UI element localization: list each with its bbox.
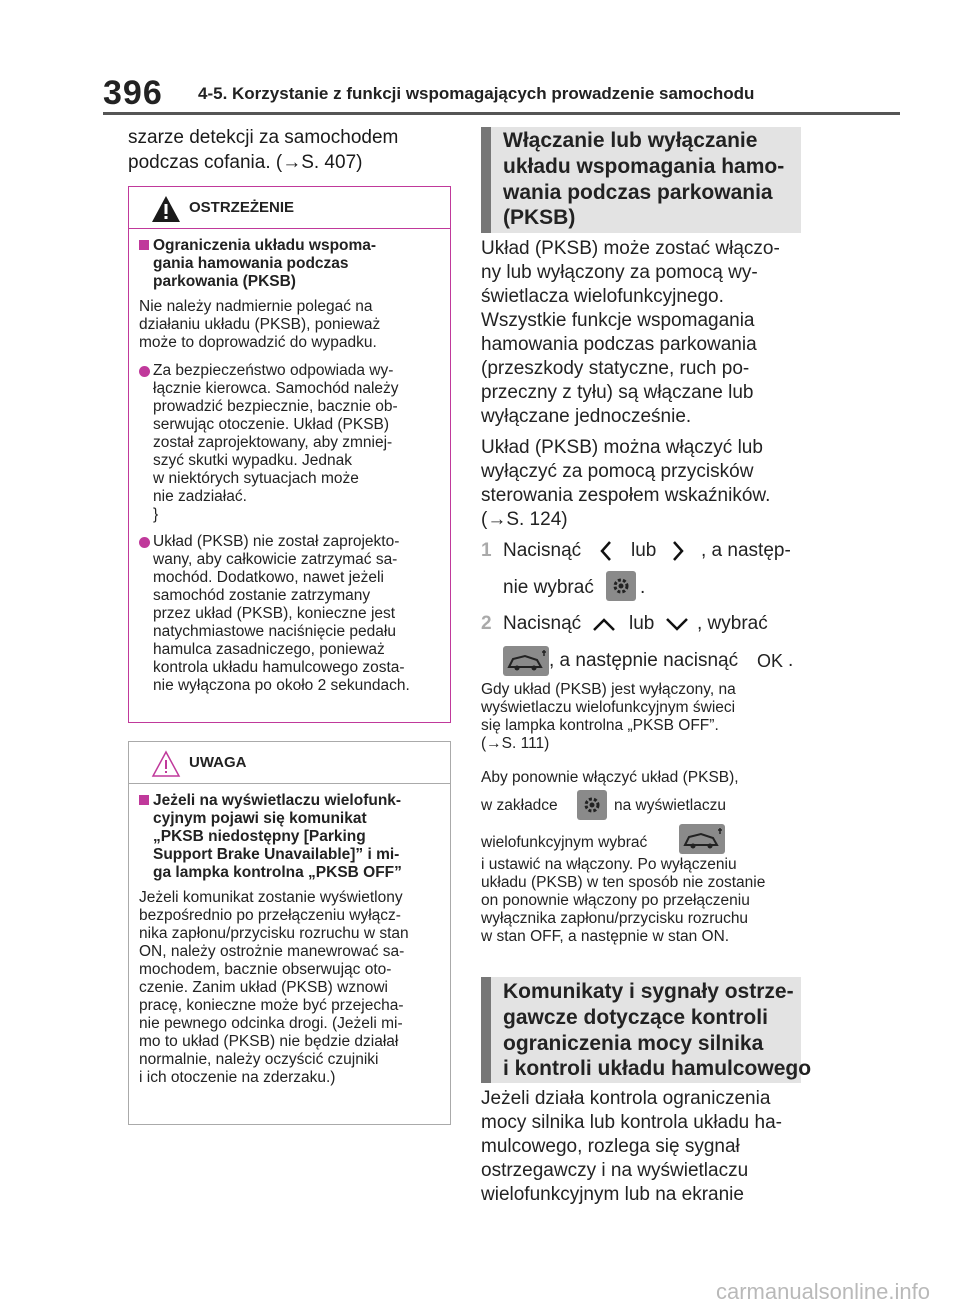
intro-text: szarze detekcji za samochodem podczas cofania. (→S. 407) bbox=[128, 127, 399, 173]
warning-icon bbox=[151, 195, 181, 223]
page-number: 396 bbox=[103, 74, 163, 112]
caution-box bbox=[128, 741, 451, 1125]
step-number: 1 bbox=[481, 540, 492, 561]
caution-label: UWAGA bbox=[189, 754, 247, 771]
note-2b: w zakładce na wyświetlaczu bbox=[481, 797, 811, 815]
square-bullet-icon bbox=[139, 795, 149, 805]
chevron-up-icon bbox=[591, 615, 617, 633]
caution-heading: Jeżeli na wyświetlaczu wielofunk- cyjnym pojawi się komunikat „PKSB niedostępny [Parking Support Brake Unavailable]” i mi- ga lampka kontrolna „PKSB OFF” bbox=[139, 792, 447, 882]
bullet-dot-icon bbox=[139, 537, 150, 548]
pksb-car-icon bbox=[503, 646, 549, 676]
step-number: 2 bbox=[481, 613, 492, 634]
ok-button-icon: OK bbox=[757, 651, 784, 671]
note-2d: wielofunkcyjnym wybrać bbox=[481, 834, 811, 852]
step-1-cont: nie wybrać . bbox=[503, 576, 803, 600]
warning-label: OSTRZEŻENIE bbox=[189, 199, 295, 216]
step-2: 2 Nacisnąć lub , wybrać bbox=[481, 613, 768, 634]
warning-box bbox=[128, 186, 451, 723]
square-bullet-icon bbox=[139, 240, 149, 250]
section2-heading: Komunikaty i sygnały ostrze- gawcze dotyczące kontroli ograniczenia mocy silnika i kontroli układu hamulcowego bbox=[481, 977, 801, 1083]
pksb-car-icon bbox=[679, 824, 725, 854]
note-2a: Aby ponownie włączyć układ (PKSB), bbox=[481, 769, 739, 786]
warning-bullet-1: Za bezpieczeństwo odpowiada wy- łącznie kierowca. Samochód należy prowadzić bezpiecznie, bacznie ob- serwując otoczenie. Układ (PKSB) został zaprojektowany, aby zmniej- szyć skutki wypadku. Jednak w niektórych sytuacjach może nie zadziałać. } bbox=[153, 362, 399, 523]
note-3: i ustawić na włączony. Po wyłączeniu układu (PKSB) w ten sposób nie zostanie on ponownie włączony po przełączeniu wyłącznika zapłonu/przycisku rozruchu w stan OFF, a następnie w stan ON. bbox=[481, 856, 766, 945]
section1-para2: Układ (PKSB) można włączyć lub wyłączyć za pomocą przycisków sterowania zespołem wskaźników. (→S. 124) bbox=[481, 437, 771, 530]
chevron-right-icon bbox=[671, 539, 685, 563]
caution-icon bbox=[151, 750, 181, 778]
section1-heading: Włączanie lub wyłączanie układu wspomagania hamo- wania podczas parkowania (PKSB) bbox=[481, 127, 801, 233]
section-title: 4-5. Korzystanie z funkcji wspomagających prowadzenie samochodu bbox=[198, 84, 755, 103]
watermark: carmanualsonline.info bbox=[715, 1279, 930, 1304]
warning-bullet-2: Układ (PKSB) nie został zaprojekto- wany, aby całkowicie zatrzymać sa- mochód. Dodatkowo, nawet jeżeli samochód zostanie zatrzymany przez układ (PKSB), konieczne jest natychmiastowe naciśnięcie pedału hamulca zasadniczego, ponieważ kontrola układu hamulcowego zosta- nie wyłączona po około 2 sekundach. bbox=[153, 533, 410, 694]
chevron-down-icon bbox=[664, 615, 690, 633]
settings-gear-icon bbox=[606, 571, 636, 601]
warning-heading: Ograniczenia układu wspoma- gania hamowania podczas parkowania (PKSB) bbox=[139, 237, 444, 291]
warning-para: Nie należy nadmiernie polegać na działaniu układu (PKSB), ponieważ może to doprowadzić do wypadku. bbox=[139, 298, 381, 351]
settings-gear-icon bbox=[577, 790, 607, 820]
note-1: Gdy układ (PKSB) jest wyłączony, na wyświetlaczu wielofunkcyjnym świeci się lampka kontrolna „PKSB OFF”. (→S. 111) bbox=[481, 681, 736, 752]
header-rule bbox=[103, 112, 900, 115]
bullet-dot-icon bbox=[139, 366, 150, 377]
chevron-left-icon bbox=[599, 539, 613, 563]
section1-para1: Układ (PKSB) może zostać włączo- ny lub wyłączony za pomocą wy- świetlacza wielofunkcyjnego. Wszystkie funkcje wspomagania hamowania podczas parkowania (przeszkody statyczne, ruch po- przeczny z tyłu) są włączane lub wyłączane jednocześnie. bbox=[481, 238, 780, 427]
section2-para: Jeżeli działa kontrola ograniczenia mocy silnika lub kontrola układu ha- mulcowego, rozlega się sygnał ostrzegawczy i na wyświetlaczu wielofunkcyjnym lub na ekranie bbox=[481, 1088, 782, 1205]
caution-para: Jeżeli komunikat zostanie wyświetlony bezpośrednio po przełączeniu wyłącz- nika zapłonu/przycisku rozruchu w stan ON, należy ostrożnie manewrować sa- mochodem, bacznie obserwując oto- czenie. Zanim układ (PKSB) wznowi pracę, konieczne może być przejecha- nie pewnego odcinka drogi. (Jeżeli mi- mo to układ (PKSB) nie będzie działał normalnie, należy oczyścić czujniki i ich otoczenie na zderzaku.) bbox=[139, 889, 409, 1086]
step-1: 1 Nacisnąć lub , a następ- bbox=[481, 540, 791, 561]
